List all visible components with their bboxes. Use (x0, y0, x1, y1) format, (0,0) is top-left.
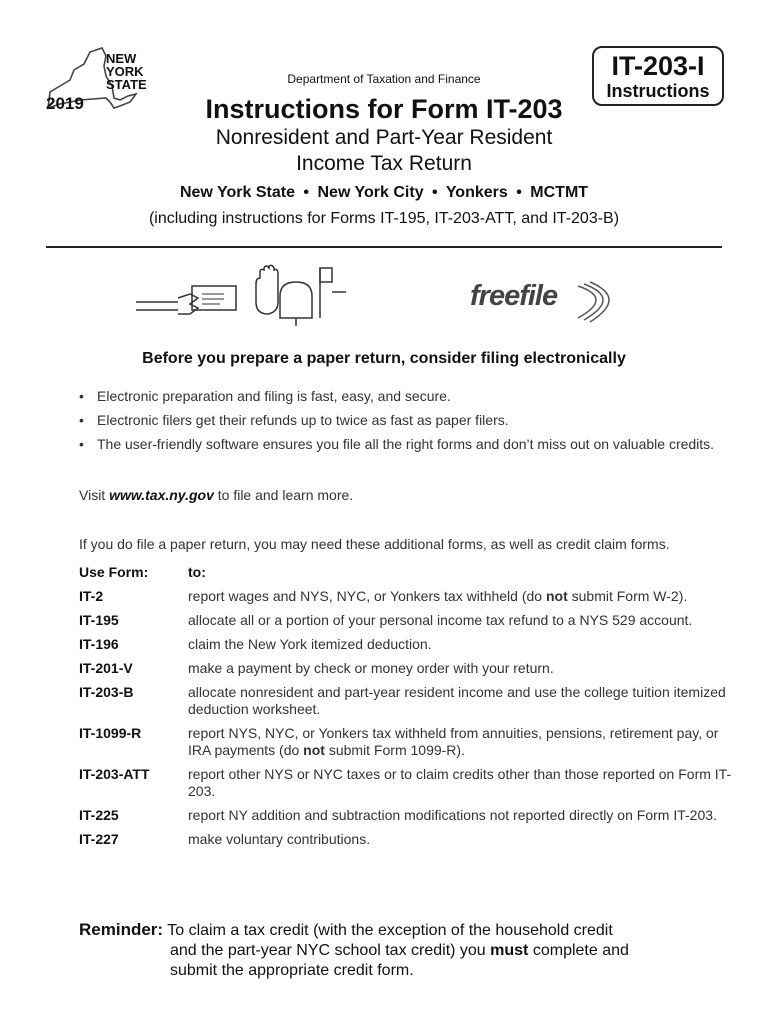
freefile-wordmark: freefile (470, 280, 558, 312)
table-row: IT-2 report wages and NYS, NYC, or Yonkers tax withheld (do not submit Form W-2). (79, 588, 688, 604)
additional-forms-table (79, 564, 739, 855)
list-item: • Electronic filers get their refunds up to twice as fast as paper filers. (79, 412, 729, 429)
separator: • (303, 184, 310, 201)
table-row: IT-225 report NY addition and subtraction modifications not reported directly on Form IT-203. (79, 807, 717, 823)
column-header-form: Use Form: (79, 564, 149, 580)
list-item: • Electronic preparation and filing is fast, easy, and secure. (79, 388, 729, 405)
separator: • (432, 184, 438, 201)
efile-benefits-list (79, 388, 729, 460)
included-forms-note: (including instructions for Forms IT-195, IT-203-ATT, and IT-203-B) (148, 210, 620, 227)
efile-heading: Before you prepare a paper return, consider filing electronically (142, 350, 626, 367)
separator: • (516, 184, 522, 201)
list-item: • The user-friendly software ensures you file all the right forms and don’t miss out on valuable credits. (79, 436, 729, 453)
ny-state-wordmark: NEW YORK STATE (106, 51, 147, 92)
page-subtitle-line1: Nonresident and Part-Year Resident (215, 126, 553, 149)
jurisdiction: New York State (179, 184, 295, 201)
jurisdiction: MCTMT (530, 184, 589, 201)
column-header-to: to: (188, 564, 206, 580)
header-divider (46, 246, 722, 248)
table-row: IT-227 make voluntary contributions. (79, 831, 371, 847)
table-row: IT-1099-R report NYS, NYC, or Yonkers tax withheld from annuities, pensions, retirement pay, or IRA payments (do not submit Form 1099-R). (79, 725, 719, 758)
page-title: Instructions for Form IT-203 (205, 94, 563, 124)
table-header (79, 564, 739, 581)
form-id-box (592, 46, 724, 106)
reminder-note: Reminder: To claim a tax credit (with the exception of the household credit and the part-year NYC school tax credit) you must complete and submit the appropriate credit form. (79, 920, 629, 979)
stop-hand-mailbox-icon (250, 262, 354, 328)
website-link[interactable]: www.tax.ny.gov (109, 487, 214, 503)
tax-year: 2019 (46, 94, 84, 113)
table-row: IT-196 claim the New York itemized deduction. (79, 636, 432, 652)
form-id: IT-203-I (611, 51, 705, 81)
table-row: IT-195 allocate all or a portion of your personal income tax refund to a NYS 529 account. (79, 612, 693, 628)
jurisdiction: Yonkers (445, 184, 508, 201)
table-row: IT-201-V make a payment by check or money order with your return. (79, 660, 554, 676)
table-row: IT-203-ATT report other NYS or NYC taxes or to claim credits other than those reported on Form IT-203. (79, 766, 732, 799)
jurisdictions-line (0, 184, 768, 202)
table-row: IT-203-B allocate nonresident and part-year resident income and use the college tuition itemized deduction worksheet. (79, 684, 726, 717)
paper-return-intro: If you do file a paper return, you may need these additional forms, as well as credit claim forms. (79, 536, 670, 552)
jurisdiction: New York City (317, 184, 424, 201)
department-name: Department of Taxation and Finance (287, 72, 481, 86)
visit-line: Visit www.tax.ny.gov to file and learn more. (79, 487, 354, 503)
page-subtitle-line2: Income Tax Return (296, 152, 472, 175)
form-label: Instructions (606, 81, 710, 101)
reminder-label: Reminder: (79, 920, 164, 939)
hand-with-envelope-icon (132, 280, 242, 324)
